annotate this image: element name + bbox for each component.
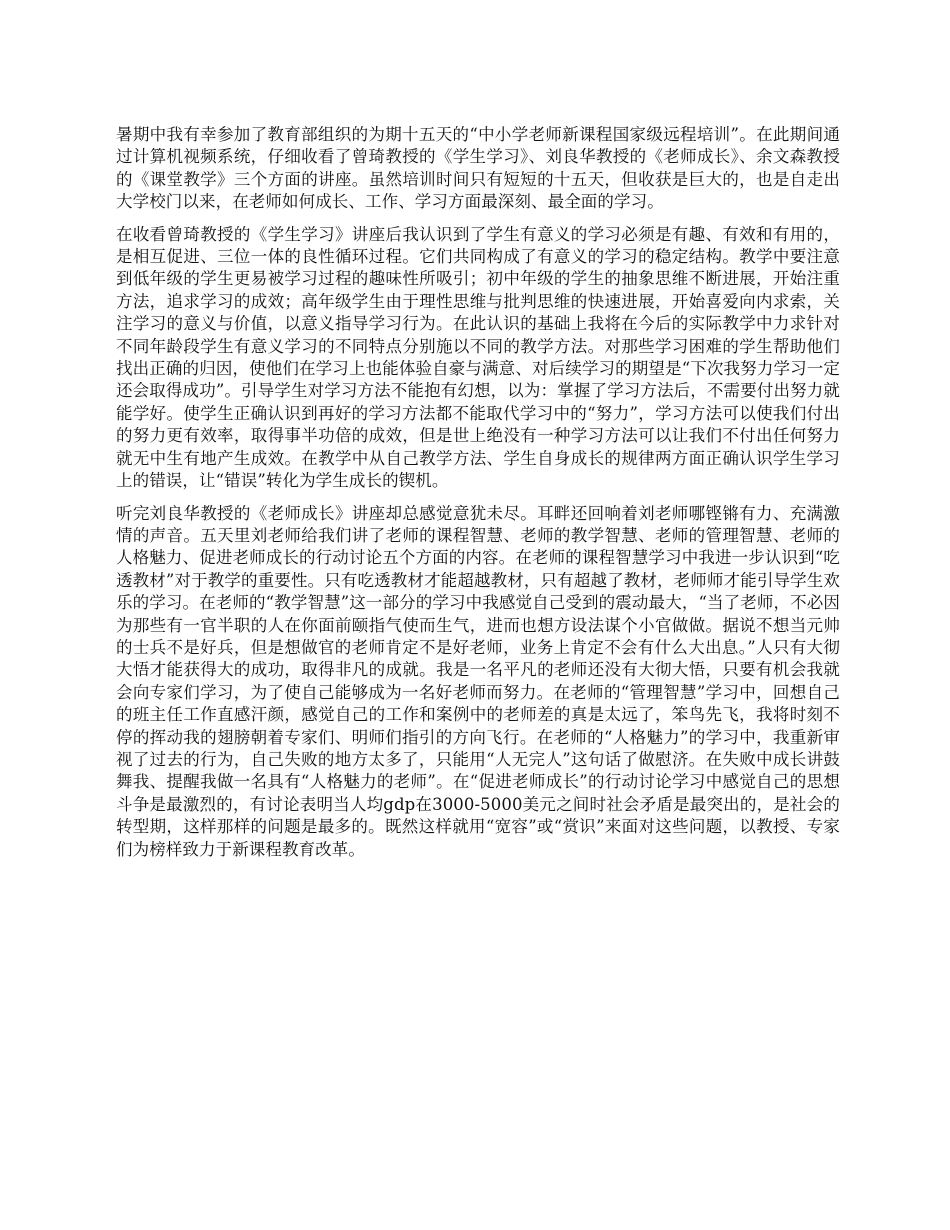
paragraph-3: 听完刘良华教授的《老师成长》讲座却总感觉意犹未尽。耳畔还回响着刘老师哪铿锵有力、充满激情的声音。五天里刘老师给我们讲了老师的课程智慧、老师的教学智慧、老师的管理智慧、老师的人格魅力、促进老师成长的行动讨论五个方面的内容。在老师的课程智慧学习中我进一步认识到“吃透教材”对于教学的重要性。只有吃透教材才能超越教材，只有超越了教材，老师师才能引导学生欢乐的学习。在老师的“教学智慧”这一部分的学习中我感觉自己受到的震动最大，“当了老师，不必因为那些有一官半职的人在你面前颐指气使而生气，进而也想方设法谋个小官做做。据说不想当元帅的士兵不是好兵，但是想做官的老师肯定不是好老师，业务上肯定不会有什么大出息。”人只有大彻大悟才能获得大的成功，取得非凡的成就。我是一名平凡的老师还没有大彻大悟，只要有机会我就会向专家们学习，为了使自己能够成为一名好老师而努力。在老师的“管理智慧”学习中，回想自己的班主任工作直感汗颜，感觉自己的工作和案例中的老师差的真是太远了，笨鸟先飞，我将时刻不停的挥动我的翅膀朝着专家们、明师们指引的方向飞行。在老师的“人格魅力”的学习中，我重新审视了过去的行为，自己失败的地方太多了，只能用“人无完人”这句话了做慰济。在失败中成长讲鼓舞我、提醒我做一名具有“人格魅力的老师”。在“促进老师成长”的行动讨论学习中感觉自己的思想斗争是最激烈的，有讨论表明当人均gdp在3000-5000美元之间时社会矛盾是最突出的，是社会的转型期，这样那样的问题是最多的。既然这样就用“宽容”或“赏识”来面对这些问题，以教授、专家们为榜样致力于新课程教育改革。 xyxy=(116,503,840,859)
paragraph-1: 暑期中我有幸参加了教育部组织的为期十五天的“中小学老师新课程国家级远程培训”。在此期间通过计算机视频系统，仔细收看了曾琦教授的《学生学习》、刘良华教授的《老师成长》、余文森教授的《课堂教学》三个方面的讲座。虽然培训时间只有短短的十五天，但收获是巨大的，也是自走出大学校门以来，在老师如何成长、工作、学习方面最深刻、最全面的学习。 xyxy=(116,125,840,212)
paragraph-2: 在收看曾琦教授的《学生学习》讲座后我认识到了学生有意义的学习必须是有趣、有效和有用的，是相互促进、三位一体的良性循环过程。它们共同构成了有意义的学习的稳定结构。教学中要注意到低年级的学生更易被学习过程的趣味性所吸引；初中年级的学生的抽象思维不断进展，开始注重方法，追求学习的成效；高年级学生由于理性思维与批判思维的快速进展，开始喜爱向内求索，关注学习的意义与价值，以意义指导学习行为。在此认识的基础上我将在今后的实际教学中力求针对不同年龄段学生有意义学习的不同特点分别施以不同的教学方法。对那些学习困难的学生帮助他们找出正确的归因，使他们在学习上也能体验自豪与满意、对后续学习的期望是“下次我努力学习一定还会取得成功”。引导学生对学习方法不能抱有幻想，以为：掌握了学习方法后，不需要付出努力就能学好。使学生正确认识到再好的学习方法都不能取代学习中的“努力”，学习方法可以使我们付出的努力更有效率，取得事半功倍的成效，但是世上绝没有一种学习方法可以让我们不付出任何努力就无中生有地产生成效。在教学中从自己教学方法、学生自身成长的规律两方面正确认识学生学习上的错误，让“错误”转化为学生成长的锲机。 xyxy=(116,224,840,491)
document-body xyxy=(116,124,840,871)
